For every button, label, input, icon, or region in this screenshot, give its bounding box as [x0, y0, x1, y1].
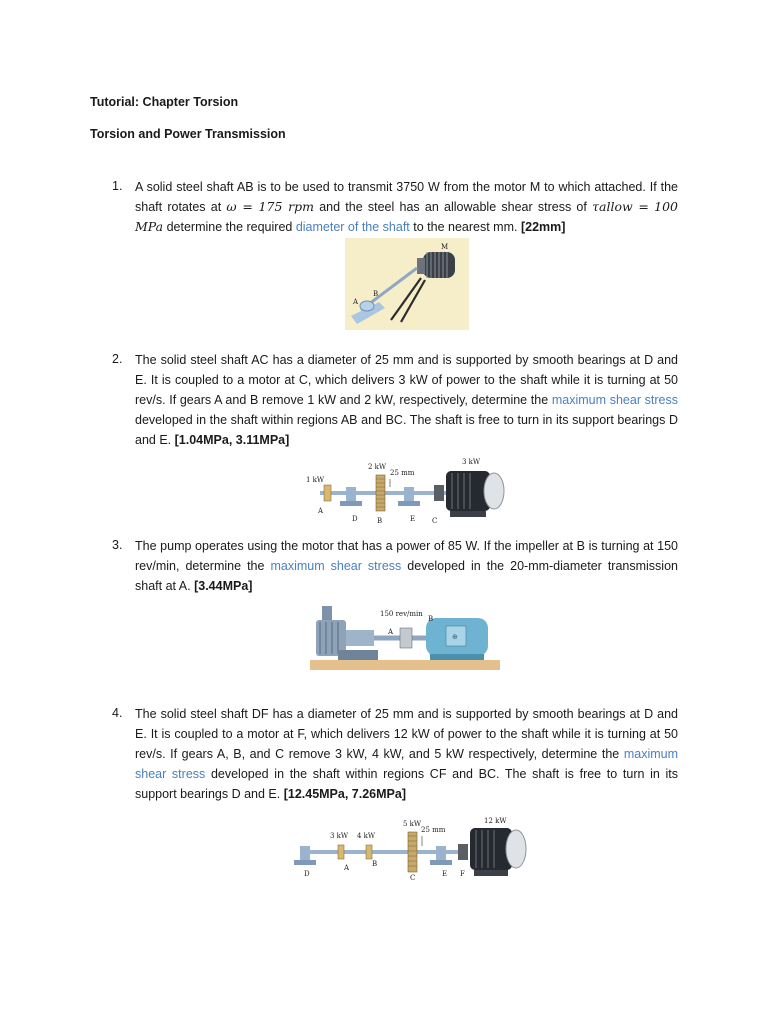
problem-4-figure — [288, 814, 534, 886]
label-b: B — [377, 517, 383, 525]
label-3kw: 3 kW — [330, 832, 349, 840]
bearing-e — [430, 846, 452, 865]
label-speed: 150 rev/min — [380, 610, 423, 618]
label-e: E — [442, 870, 448, 878]
problem-1-figure — [345, 238, 469, 330]
label-c: C — [410, 874, 416, 882]
problem-2-answer: [1.04MPa, 3.11MPa] — [174, 433, 290, 447]
label-5kw: 5 kW — [403, 820, 422, 828]
problem-4-highlight: maximum shear stress — [135, 747, 678, 781]
tau-value: 100 MPa — [135, 199, 678, 234]
problem-1-answer: [22mm] — [520, 220, 566, 234]
label-c: C — [432, 517, 438, 525]
problem-4-number: 4. — [112, 706, 123, 720]
bearing-d — [294, 846, 316, 865]
bearing-e — [398, 487, 420, 506]
gear-b — [366, 845, 372, 859]
motor — [426, 618, 488, 660]
label-b: B — [428, 615, 434, 623]
omega-expression: ω = 175 rpm — [226, 199, 314, 214]
coupling-b — [400, 628, 412, 648]
problem-4-text: The solid steel shaft DF has a diameter of 25 mm and is supported by smooth bearings at D and E. It is coupled to a motor at F, which delivers 12 kW of power to the shaft while it is turning at 50 rev/s. If gears A, B, and C remove 3 kW, 4 kW, and 5 kW respectively, determine the maximum shear stress developed in the shaft within regions CF and BC. The shaft is free to turn in its support bearings D and E. [12.45MPa, 7.26MPa] — [135, 707, 678, 801]
problem-3-figure — [308, 604, 504, 674]
problem-3-number: 3. — [112, 538, 123, 552]
pulley — [360, 301, 374, 311]
problem-2-number: 2. — [112, 352, 123, 366]
label-d: D — [352, 515, 358, 523]
label-a: A — [318, 507, 324, 515]
label-b: B — [372, 860, 378, 868]
problem-4-answer: [12.45MPa, 7.26MPa] — [283, 787, 406, 801]
label-a: A — [353, 298, 359, 306]
problem-3-text: The pump operates using the motor that has a power of 85 W. If the impeller at B is turning at 150 rev/min, determine the maximum shear stress developed in the 20-mm-diameter transmission shaft at A. [3.44MPa] — [135, 539, 678, 593]
problem-3-highlight: maximum shear stress — [270, 559, 402, 573]
problem-1-highlight: diameter of the shaft — [295, 220, 410, 234]
label-12kw: 12 kW — [484, 817, 507, 825]
gear-b — [376, 475, 385, 511]
label-d: D — [304, 870, 310, 878]
label-25mm: 25 mm — [421, 826, 446, 834]
label-f: F — [460, 870, 465, 878]
bearing-d — [340, 487, 362, 506]
tau-expression: τallow = — [592, 199, 649, 214]
label-a: A — [388, 628, 394, 636]
label-e: E — [410, 515, 416, 523]
problem-3-answer: [3.44MPa] — [194, 579, 253, 593]
doc-subtitle: Torsion and Power Transmission — [90, 127, 286, 141]
pump — [316, 606, 378, 660]
problem-2-highlight: maximum shear stress — [551, 393, 678, 407]
problem-2-text: The solid steel shaft AC has a diameter of 25 mm and is supported by smooth bearings at D and E. It is coupled to a motor at C, which delivers 3 kW of power to the shaft while it is turning at 50 rev/s. If gears A and B remove 1 kW and 2 kW, respectively, determine the maximum shear stress developed in the shaft within regions AB and BC. The shaft is free to turn in its support bearings D and E. [1.04MPa, 3.11MPa] — [135, 353, 678, 447]
problem-1-text: A solid steel shaft AB is to be used to transmit 3750 W from the motor M to which attached. If the shaft rotates at ω = 175 rpm and the steel has an allowable shear stress of τallow = 100 MPa determine the required diameter of the shaft to the nearest mm. [22mm] — [135, 180, 678, 234]
label-b: B — [373, 290, 379, 298]
label-25mm: 25 mm — [390, 469, 415, 477]
motor-f — [458, 828, 526, 876]
label-4kw: 4 kW — [357, 832, 376, 840]
label-3kw: 3 kW — [462, 458, 481, 466]
gear-a — [324, 485, 331, 501]
label-a: A — [344, 864, 350, 872]
label-m: M — [441, 243, 449, 251]
svg-text:⊕: ⊕ — [452, 633, 458, 641]
problem-1-number: 1. — [112, 179, 123, 193]
gear-a — [338, 845, 344, 859]
label-1kw: 1 kW — [306, 476, 325, 484]
doc-title: Tutorial: Chapter Torsion — [90, 95, 239, 109]
label-2kw: 2 kW — [368, 463, 387, 471]
problem-2-figure — [300, 455, 514, 527]
base-plate — [310, 660, 500, 670]
